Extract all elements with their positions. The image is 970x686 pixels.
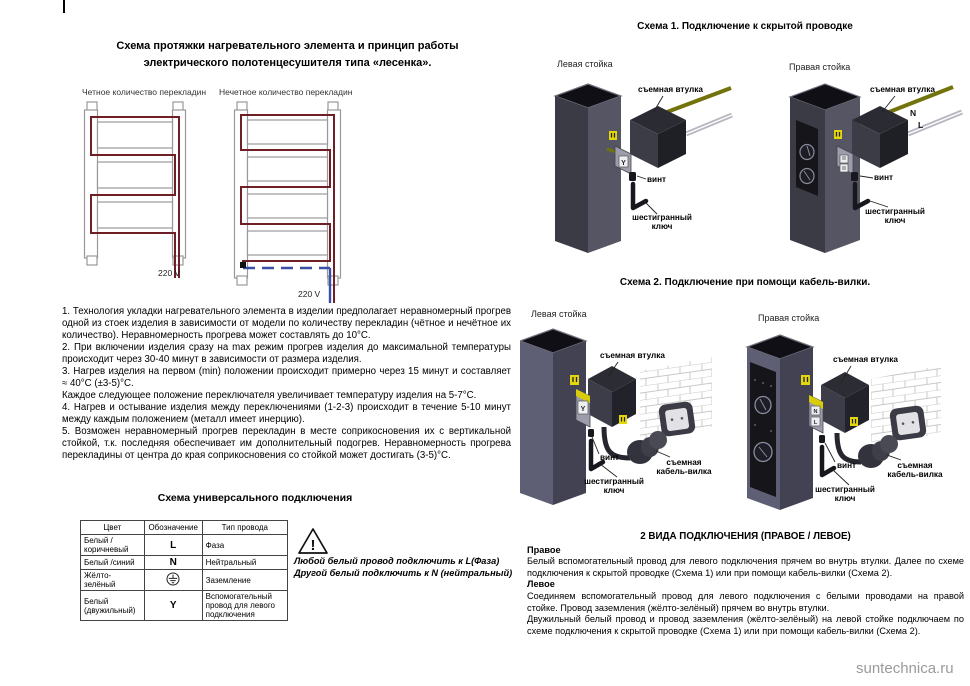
wall-socket	[658, 401, 696, 437]
scheme1-left-post-caption: Левая стойка	[557, 59, 613, 69]
cell-mark: N	[144, 556, 202, 570]
page-title-line2: электрического полотенцесушителя типа «лесенка».	[143, 57, 432, 69]
hex-key	[855, 184, 868, 208]
bushing-label: съемная втулка	[870, 85, 935, 94]
note-4: 4. Нагрев и остывание изделия между переключениями (1-2-3) происходит в течение 5-10 минут между каждым положением (металл имеет инерцию).	[62, 402, 511, 425]
cell-type: Нейтральный	[202, 556, 287, 570]
plug-cable	[837, 433, 861, 462]
scheme2-title: Схема 2. Подключение при помощи кабель-вилки.	[619, 277, 871, 288]
cable-plug-label: съемная кабель-вилка	[887, 461, 943, 479]
two-types-heading: 2 ВИДА ПОДКЛЮЧЕНИЯ (ПРАВОЕ / ЛЕВОЕ)	[640, 531, 851, 542]
hex-key	[822, 447, 834, 475]
hex-key-label: шестигранный ключ	[632, 213, 692, 231]
cell-mark: L	[144, 535, 202, 556]
page-title-line1: Схема протяжки нагревательного элемента и принцип работы	[116, 40, 459, 52]
note-5: 5. Возможен неравномерный прогрев перекладин в месте соприкосновения их с вертикальной стойкой, т.к. последняя обеспечивает им дополнительный подогрев. Неравномерность прогрева перекладины от центра до края соприкосновения со стойкой может достигать (3-5)°С.	[62, 426, 511, 461]
screw	[851, 172, 858, 181]
terminal-block	[576, 389, 590, 427]
wire-n-mark: N	[910, 108, 917, 118]
terminal-l-mark: L	[813, 420, 818, 426]
universal-connection-heading: Схема универсального подключения	[157, 492, 353, 504]
scheme1-right-illustration	[770, 72, 970, 255]
right-type-heading: Правое	[527, 544, 561, 555]
wall-socket	[889, 405, 927, 441]
ladder-odd-diagram	[230, 100, 348, 305]
bushing-box	[821, 372, 869, 433]
hex-key	[633, 184, 646, 208]
warning-note	[294, 556, 512, 579]
voltage-label-odd: 220 V	[298, 289, 321, 299]
terminal-y-mark: Y	[621, 160, 626, 167]
cell-type: Фаза	[202, 535, 287, 556]
control-panel	[796, 120, 818, 196]
screw-label: винт	[874, 173, 894, 182]
warning-sticker-icon	[801, 375, 810, 385]
power-wire-core	[686, 115, 732, 134]
col-header-color: Цвет	[81, 521, 145, 535]
terminal-n-mark: N	[813, 409, 818, 415]
note-1: 1. Технология укладки нагревательного элемента в изделии предполагает неравномерный прогрев одной из стоек изделия в зависимости от модели по количеству перекладин (чётное и нечётное их количество). Неравномерность прогрева может составлять до 10°С.	[62, 306, 511, 341]
cell-color: Белый (двужильный)	[81, 591, 145, 621]
control-panel	[750, 362, 776, 497]
ladder-even-diagram	[80, 100, 195, 282]
two-types-block	[527, 531, 964, 637]
warning-sticker-icon	[850, 417, 858, 426]
bushing-label: съемная втулка	[638, 85, 703, 94]
left-type-heading: Левое	[527, 579, 555, 590]
bushing-box	[852, 106, 908, 168]
table-header-row	[81, 521, 288, 535]
warning-triangle-icon	[297, 526, 329, 556]
terminal-block	[809, 395, 823, 433]
warning-line1: Любой белый провод подключить к L(Фаза)	[294, 556, 500, 566]
earth-ground-icon	[166, 572, 180, 586]
cell-type: Вспомогательный провод для левого подключения	[202, 591, 287, 621]
scheme1-title: Схема 1. Подключение к скрытой проводке	[637, 21, 853, 32]
screw-label: винт	[837, 461, 857, 470]
ladder-frame	[85, 102, 186, 265]
wire-table	[80, 520, 288, 621]
table-row	[81, 591, 288, 621]
warning-sticker-icon	[834, 130, 842, 139]
note-2: 2. При включении изделия сразу на max режим прогрев изделия до максимальной температуры происходит через 30-40 минут в зависимости от размера изделия.	[62, 342, 511, 365]
screw-label: винт	[600, 453, 620, 462]
bushing-box	[630, 106, 686, 168]
page-title	[75, 38, 500, 72]
bushing-label: съемная втулка	[600, 351, 665, 360]
table-row	[81, 556, 288, 570]
cell-type: Заземление	[202, 570, 287, 591]
hex-key-label: шестигранный ключ	[865, 207, 925, 225]
scheme2-left-post-caption: Левая стойка	[531, 309, 587, 319]
cell-color: Белый /синий	[81, 556, 145, 570]
warning-sticker-icon	[570, 375, 579, 385]
scheme1-right-drawing	[770, 72, 970, 255]
note-3a: Каждое следующее положение переключателя увеличивает температуру изделия на 5-7°С.	[62, 390, 477, 401]
cell-color: Белый /коричневый	[81, 535, 145, 556]
junction-dot	[240, 262, 246, 268]
screw-label: винт	[647, 175, 667, 184]
bushing-box	[588, 366, 636, 427]
wire-l-mark: L	[918, 120, 924, 130]
notes-block	[62, 306, 511, 462]
table-row	[81, 570, 288, 591]
warning-line2: Другой белый подключить к N (нейтральный)	[294, 567, 513, 578]
ladder-frame	[235, 102, 341, 285]
scan-mark	[63, 0, 65, 13]
col-header-type: Тип провода	[202, 521, 287, 535]
cell-mark: Y	[144, 591, 202, 621]
left-type-paragraph1: Соединяем вспомогательный провод для левого подключения с белыми проводами на правой стойке. Провод заземления (жёлто-зелёный) прячем во внутрь втулки.	[527, 590, 964, 613]
bushing-label: съемная втулка	[833, 355, 898, 364]
cable-plug-label: съемная кабель-вилка	[656, 458, 712, 476]
svg-text:!: !	[310, 537, 316, 554]
cell-mark	[144, 570, 202, 591]
scheme2-right-illustration	[745, 305, 970, 520]
note-3: 3. Нагрев изделия на первом (min) положении происходит примерно через 15 минут и составляет ≈ 40°С (±3-5)°С.	[62, 366, 511, 389]
cell-color: Жёлто-зелёный	[81, 570, 145, 591]
screw	[629, 172, 636, 181]
scheme2-left-illustration	[520, 305, 745, 520]
terminal-y-mark: Y	[580, 406, 586, 413]
scheme1-left-illustration	[545, 72, 735, 255]
hex-key-label: шестигранный ключ	[815, 485, 875, 503]
post	[555, 84, 621, 253]
screw	[588, 429, 594, 437]
watermark: suntechnica.ru	[856, 660, 954, 677]
voltage-label-even: 220 V	[158, 268, 181, 278]
right-type-paragraph: Белый вспомогательный провод для левого подключения прячем во внутрь втулки. Далее по схеме подключения к скрытой проводке (Схема 1) или при помощи кабель-вилки (Схема 2).	[527, 556, 964, 578]
scheme2-right-post-caption: Правая стойка	[758, 313, 820, 323]
scheme1-right-post-caption: Правая стойка	[789, 62, 851, 72]
ladder-odd-caption: Нечетное количество перекладин	[219, 87, 353, 97]
col-header-mark: Обозначение	[144, 521, 202, 535]
ladder-even-caption: Четное количество перекладин	[82, 87, 207, 97]
warning-sticker-icon	[609, 131, 617, 140]
hex-key-label: шестигранный ключ	[584, 477, 644, 495]
warning-sticker-icon	[619, 415, 627, 424]
table-row	[81, 535, 288, 556]
screw	[819, 435, 825, 443]
left-type-paragraph2: Двужильный белый провод и провод заземления (жёлто-зелёный) на левой стойке подключаем по схеме подключения к скрытой проводке (Схема 1) или при помощи кабель-вилки (Схема 2).	[527, 614, 964, 636]
